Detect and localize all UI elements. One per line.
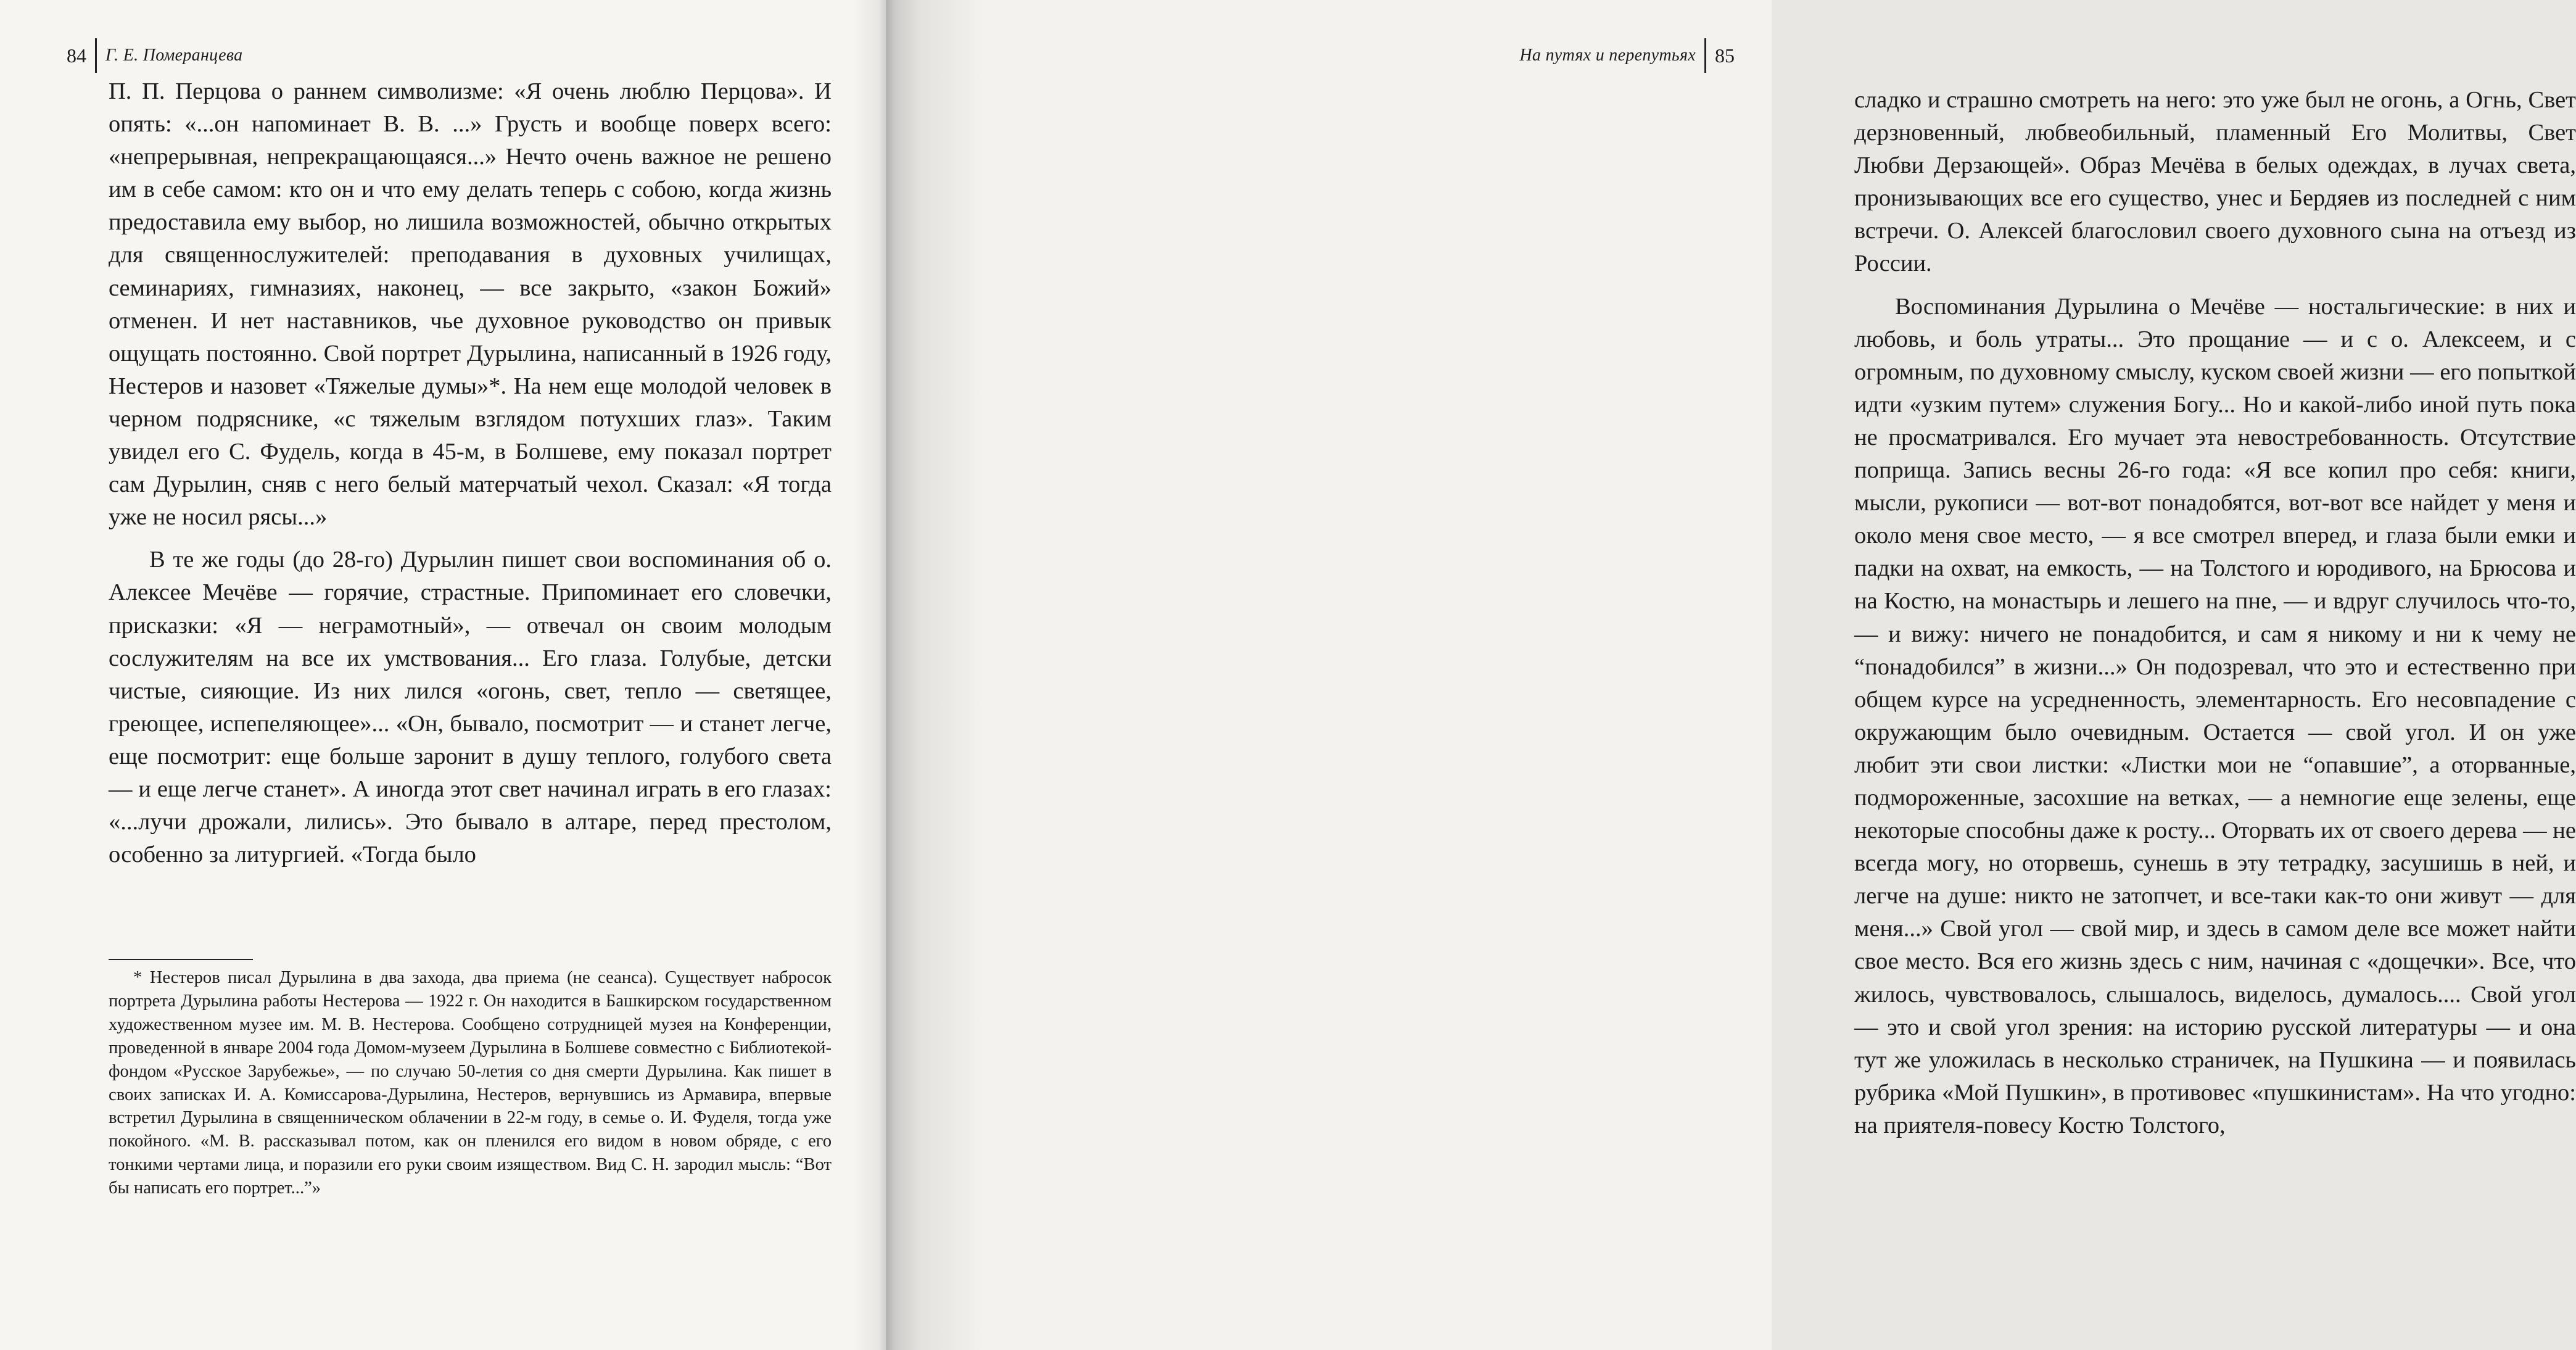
paragraph: сладко и страшно смотреть на него: это уже был не огонь, а Огнь, Свет дерзновенный, любвеобильный, пламенный Его Молитвы, Свет Любви Дерзающей». Образ Мечёва в белых одеждах, в лучах света, пронизывающих все его существо, унес и Бердяев из последней с ним встречи. О. Алексей благословил своего духовного сына на отъезд из России. (1854, 87, 2576, 277)
running-head-divider (1704, 38, 1706, 73)
right-page (886, 0, 2576, 1350)
left-body-text (109, 75, 832, 871)
footnote (109, 966, 832, 1200)
footnote-text: * Нестеров писал Дурылина в два захода, два приема (не сеанса). Существует набросок портрета Дурылина работы Нестерова — 1922 г. Он находится в Башкирском государственном художественном музее им. М. В. Нестерова. Сообщено сотрудницей музея на Конференции, проведенной в январе 2004 года Домом-музеем Дурылина в Болшеве совместно с Библиотекой-фондом «Русское Зарубежье», — по случаю 50-летия со дня смерти Дурылина. Как пишет в своих записках И. А. Комиссарова-Дурылина, Нестеров, вернувшись из Армавира, впервые встретил Дурылина в священническом облачении в 22-м году, в семье о. И. Фуделя, тогда уже покойного. «М. В. рассказывал потом, как он пленился его видом в новом обряде, с его тонкими чертами лица, и поразили его руки своим изяществом. Вид С. Н. зародил мысль: “Вот бы написать его портрет...”» (109, 968, 832, 1198)
page-number-left: 84 (67, 44, 86, 67)
right-running-head (1519, 38, 1735, 73)
left-running-head (67, 38, 242, 73)
right-body-text (1854, 84, 2576, 1142)
page-number-right: 85 (1715, 44, 1735, 67)
footnote-rule (109, 959, 253, 960)
paragraph: В те же годы (до 28-го) Дурылин пишет свои воспоминания об о. Алексее Мечёве — горячие, страстные. Припоминает его словечки, присказки: «Я — неграмотный», — отвечал он своим молодым сослужителям на все их умствования... Его глаза. Голубые, детски чистые, сияющие. Из них лился «огонь, свет, тепло — светящее, греющее, испепеляющее»... «Он, бывало, посмотрит — и станет легче, еще посмотрит: еще больше заронит в душу теплого, голубого света — и еще легче станет». А иногда этот свет начинал играть в его глазах: «...лучи дрожали, лились». Это бывало в алтаре, перед престолом, особенно за литургией. «Тогда было (109, 547, 832, 868)
chapter-title: На путях и перепутьях (1519, 46, 1696, 65)
book-gutter-shadow (851, 0, 920, 1350)
author-name: Г. Е. Померанцева (105, 46, 243, 65)
paragraph: П. П. Перцова о раннем символизме: «Я очень люблю Перцова». И опять: «...он напоминает В. В. ...» Грусть и вообще поверх всего: «непрерывная, непрекращающаяся...» Нечто очень важное не решено им в себе самом: кто он и что ему делать теперь с собою, когда жизнь предоставила ему выбор, но лишила возможностей, обычно открытых для священнослужителей: преподавания в духовных училищах, семинариях, гимназиях, наконец, — все закрыто, «закон Божий» отменен. И нет наставников, чье духовное руководство он привык ощущать постоянно. Свой портрет Дурылина, написанный в 1926 году, Нестеров и назовет «Тяжелые думы»*. На нем еще молодой человек в черном подряснике, «с тяжелым взглядом потухших глаз». Таким увидел его С. Фудель, когда в 45-м, в Болшеве, ему показал портрет сам Дурылин, сняв с него белый матерчатый чехол. Сказал: «Я тогда уже не носил рясы...» (109, 78, 832, 531)
paragraph: Воспоминания Дурылина о Мечёве — ностальгические: в них и любовь, и боль утраты... Это прощание — и с о. Алексеем, и с огромным, по духовному смыслу, куском своей жизни — его попыткой идти «узким путем» служения Богу... Но и какой-либо иной путь пока не просматривался. Его мучает эта невостребованность. Отсутствие поприща. Запись весны 26-го года: «Я все копил про себя: книги, мысли, рукописи — вот-вот понадобятся, вот-вот все найдет у меня и около меня свое место, — я все смотрел вперед, и глаза были емки и падки на охват, на емкость, — на Толстого и юродивого, на Брюсова и на Костю, на монастырь и лешего на пне, — и вдруг случилось что-то, — и вижу: ничего не понадобится, и сам я никому и ни к чему не “понадобился” в жизни...» Он подозревал, что это и естественно при общем курсе на усредненность, элементарность. Его несовпадение с окружающим было очевидным. Остается — свой угол. И он уже любит эти свои листки: «Листки мои не “опавшие”, а оторванные, подмороженные, засохшие на ветках, — а немногие еще зелены, еще некоторые способны даже к росту... Оторвать их от своего дерева — не всегда могу, но оторвешь, сунешь в эту тетрадку, засушишь в ней, и легче на душе: никто не затопчет, и все-таки как-то они живут — для меня...» Свой угол — свой мир, и здесь в самом деле все может найти свое место. Вся его жизнь здесь с ним, начиная с «дощечки». Все, что жилось, чувствовалось, слышалось, виделось, думалось.... Свой угол — это и свой угол зрения: на историю русской литературы — и она тут же уложилась в несколько страничек, на Пушкина — и появилась рубрика «Мой Пушкин», в противовес «пушкинистам». На что угодно: на приятеля-повесу Костю Толстого, (1854, 293, 2576, 1138)
running-head-divider (95, 38, 97, 73)
left-page (0, 0, 886, 1350)
